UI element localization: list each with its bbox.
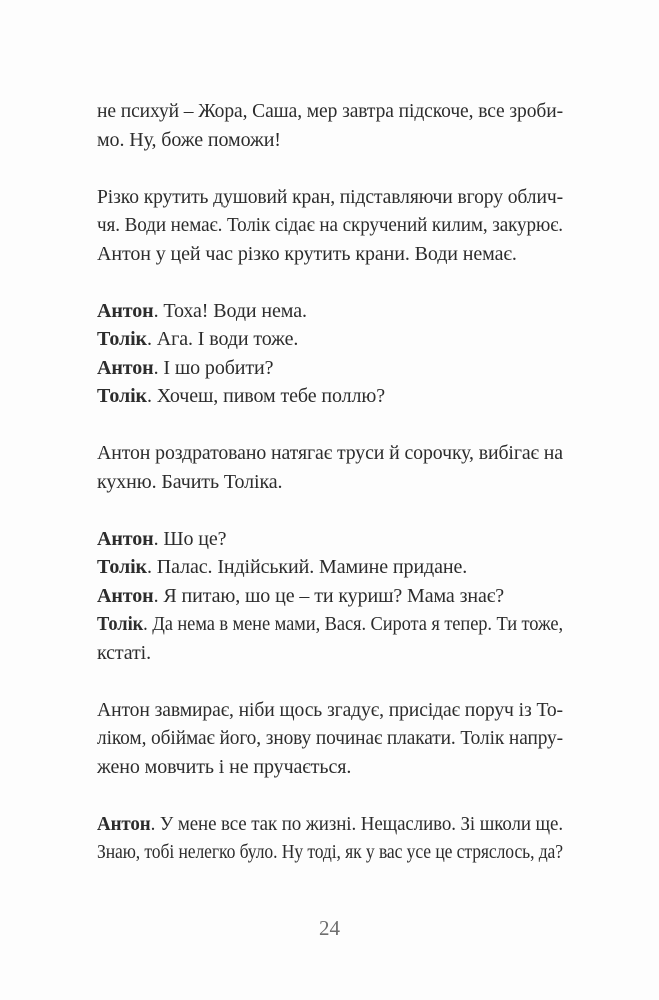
dialogue-text: . Тоха! Води нема.	[153, 299, 307, 322]
text-line: не психуй – Жора, Саша, мер завтра підскоче, все зроби-	[97, 100, 563, 122]
text-line: жено мовчить і не пручається.	[97, 755, 352, 778]
dialogue-line	[97, 297, 563, 326]
dialogue-text: . Я питаю, шо це – ти куриш? Мама знає?	[153, 584, 505, 607]
text-line: ліком, обіймає його, знову починає плакати. Толік напру-	[97, 727, 563, 749]
text-line: мо. Ну, боже поможи!	[97, 128, 281, 151]
dialogue-line	[97, 354, 563, 383]
text-line: Антон роздратовано натягає труси й сорочку, вибігає на	[97, 442, 563, 464]
dialogue-block	[97, 297, 563, 411]
page-number: 24	[319, 916, 340, 940]
speaker-name: Антон	[97, 527, 154, 550]
text-line: Антон завмирає, ніби щось згадує, присідає поруч із То-	[97, 698, 563, 721]
page-text-column	[97, 97, 563, 867]
dialogue-text: . Да нема в мене мами, Вася. Сирота я тепер. Ти тоже,	[143, 613, 563, 635]
speaker-name: Толік	[97, 385, 147, 407]
dialogue-text: . Ага. І води тоже.	[146, 328, 299, 350]
stage-direction-block	[97, 183, 563, 269]
speaker-name: Толік	[97, 556, 147, 578]
paragraph-continuation-block	[97, 97, 563, 154]
speaker-name: Толік	[97, 328, 147, 350]
dialogue-text: . Палас. Індійський. Мамине придане.	[146, 556, 468, 578]
speaker-name: Антон	[97, 812, 151, 835]
dialogue-line	[97, 553, 563, 582]
dialogue-block	[97, 810, 563, 867]
dialogue-line	[97, 610, 563, 639]
text-line: кухню. Бачить Толіка.	[97, 470, 283, 493]
dialogue-block	[97, 525, 563, 668]
text-line: Різко крутить душовий кран, підставляючи вгору облич-	[97, 185, 563, 208]
stage-direction-block	[97, 696, 563, 782]
dialogue-text: . І шо робити?	[153, 356, 274, 379]
speaker-name: Толік	[97, 613, 144, 635]
text-line: Антон у цей час різко крутить крани. Води немає.	[97, 242, 517, 265]
dialogue-line: кстаті.	[97, 641, 152, 664]
speaker-name: Антон	[97, 584, 154, 607]
dialogue-line	[97, 582, 563, 611]
text-line: чя. Води немає. Толік сідає на скручений килим, закурює.	[97, 214, 563, 236]
dialogue-text: . У мене все так по жизні. Нещасливо. Зі школи ще.	[150, 812, 563, 835]
speaker-name: Антон	[97, 299, 154, 322]
dialogue-line	[97, 525, 563, 554]
dialogue-text: . Хочеш, пивом тебе поллю?	[146, 385, 385, 407]
dialogue-text: . Шо це?	[153, 527, 227, 550]
dialogue-line	[97, 325, 563, 354]
dialogue-line: Знаю, тобі нелегко було. Ну тоді, як у вас усе це стряслось, да?	[97, 841, 563, 863]
dialogue-line	[97, 382, 563, 411]
stage-direction-block	[97, 439, 563, 496]
dialogue-line	[97, 810, 563, 839]
speaker-name: Антон	[97, 356, 154, 379]
